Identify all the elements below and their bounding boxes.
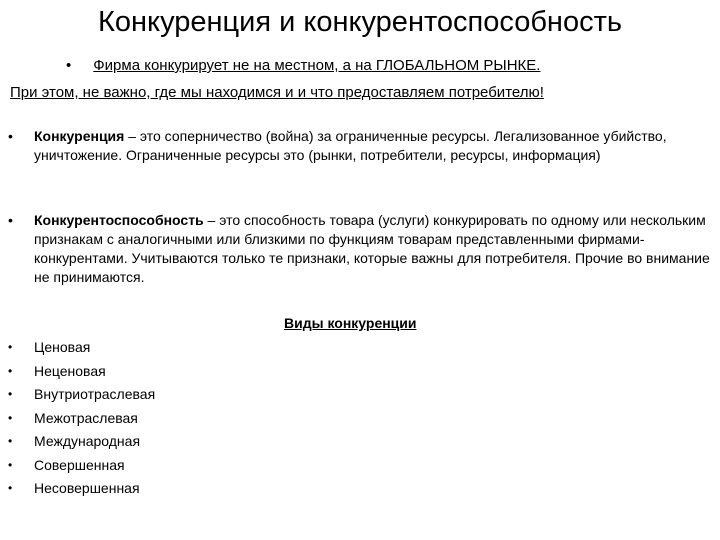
bullet-icon: • bbox=[8, 387, 13, 401]
definition-term: Конкуренция bbox=[34, 128, 125, 144]
types-heading: Виды конкуренции bbox=[284, 315, 417, 331]
bullet-icon: • bbox=[8, 434, 13, 448]
bullet-icon: • bbox=[8, 212, 13, 228]
list-item-label: Неценовая bbox=[34, 362, 106, 379]
list-item-label: Межотраслевая bbox=[34, 409, 138, 426]
definition-text bbox=[34, 127, 720, 165]
list-item-label: Ценовая bbox=[34, 339, 91, 355]
bullet-icon: • bbox=[8, 340, 13, 354]
slide-title: Конкуренция и конкурентоспособность bbox=[98, 6, 622, 38]
list-item bbox=[0, 409, 720, 433]
list-item bbox=[0, 338, 720, 362]
bullet-icon: • bbox=[8, 410, 13, 425]
bullet-icon: • bbox=[8, 457, 13, 472]
definition-body: – это способность товара (услуги) конкурировать по одному или нескольким признакам с аналогичными или близкими по функциям товарам представленными фирмами-конкурентами. Учитываются только те признаки, которые важны для потребителя. Прочие во внимание не принимаются. bbox=[34, 212, 710, 285]
definition-body: – это соперничество (война) за ограниченные ресурсы. Легализованное убийство, уничтожение. Ограниченные ресурсы это (рынки, потребители, ресурсы, информация) bbox=[34, 128, 667, 163]
list-item-label: Внутриотраслевая bbox=[34, 386, 156, 402]
list-item bbox=[0, 479, 720, 503]
bullet-icon: • bbox=[8, 481, 13, 495]
bullet-icon: • bbox=[8, 363, 13, 378]
bullet-icon: • bbox=[66, 57, 72, 74]
list-item bbox=[0, 432, 720, 456]
definition-text bbox=[34, 211, 720, 287]
bullet-icon: • bbox=[8, 128, 13, 144]
definition-term: Конкурентоспособность bbox=[34, 212, 204, 228]
lead-line-global-market bbox=[66, 56, 540, 75]
lead-text-1: Фирма конкурирует не на местном, а на ГЛОБАЛЬНОМ РЫНКЕ. bbox=[93, 57, 541, 74]
list-item-label: Международная bbox=[34, 433, 141, 449]
list-item bbox=[0, 456, 720, 480]
types-list bbox=[0, 338, 720, 503]
list-item bbox=[0, 385, 720, 409]
list-item bbox=[0, 362, 720, 386]
lead-line-consumer: При этом, не важно, где мы находимся и и что предоставляем потребителю! bbox=[10, 84, 544, 101]
list-item-label: Совершенная bbox=[34, 456, 125, 473]
list-item-label: Несовершенная bbox=[34, 480, 140, 496]
